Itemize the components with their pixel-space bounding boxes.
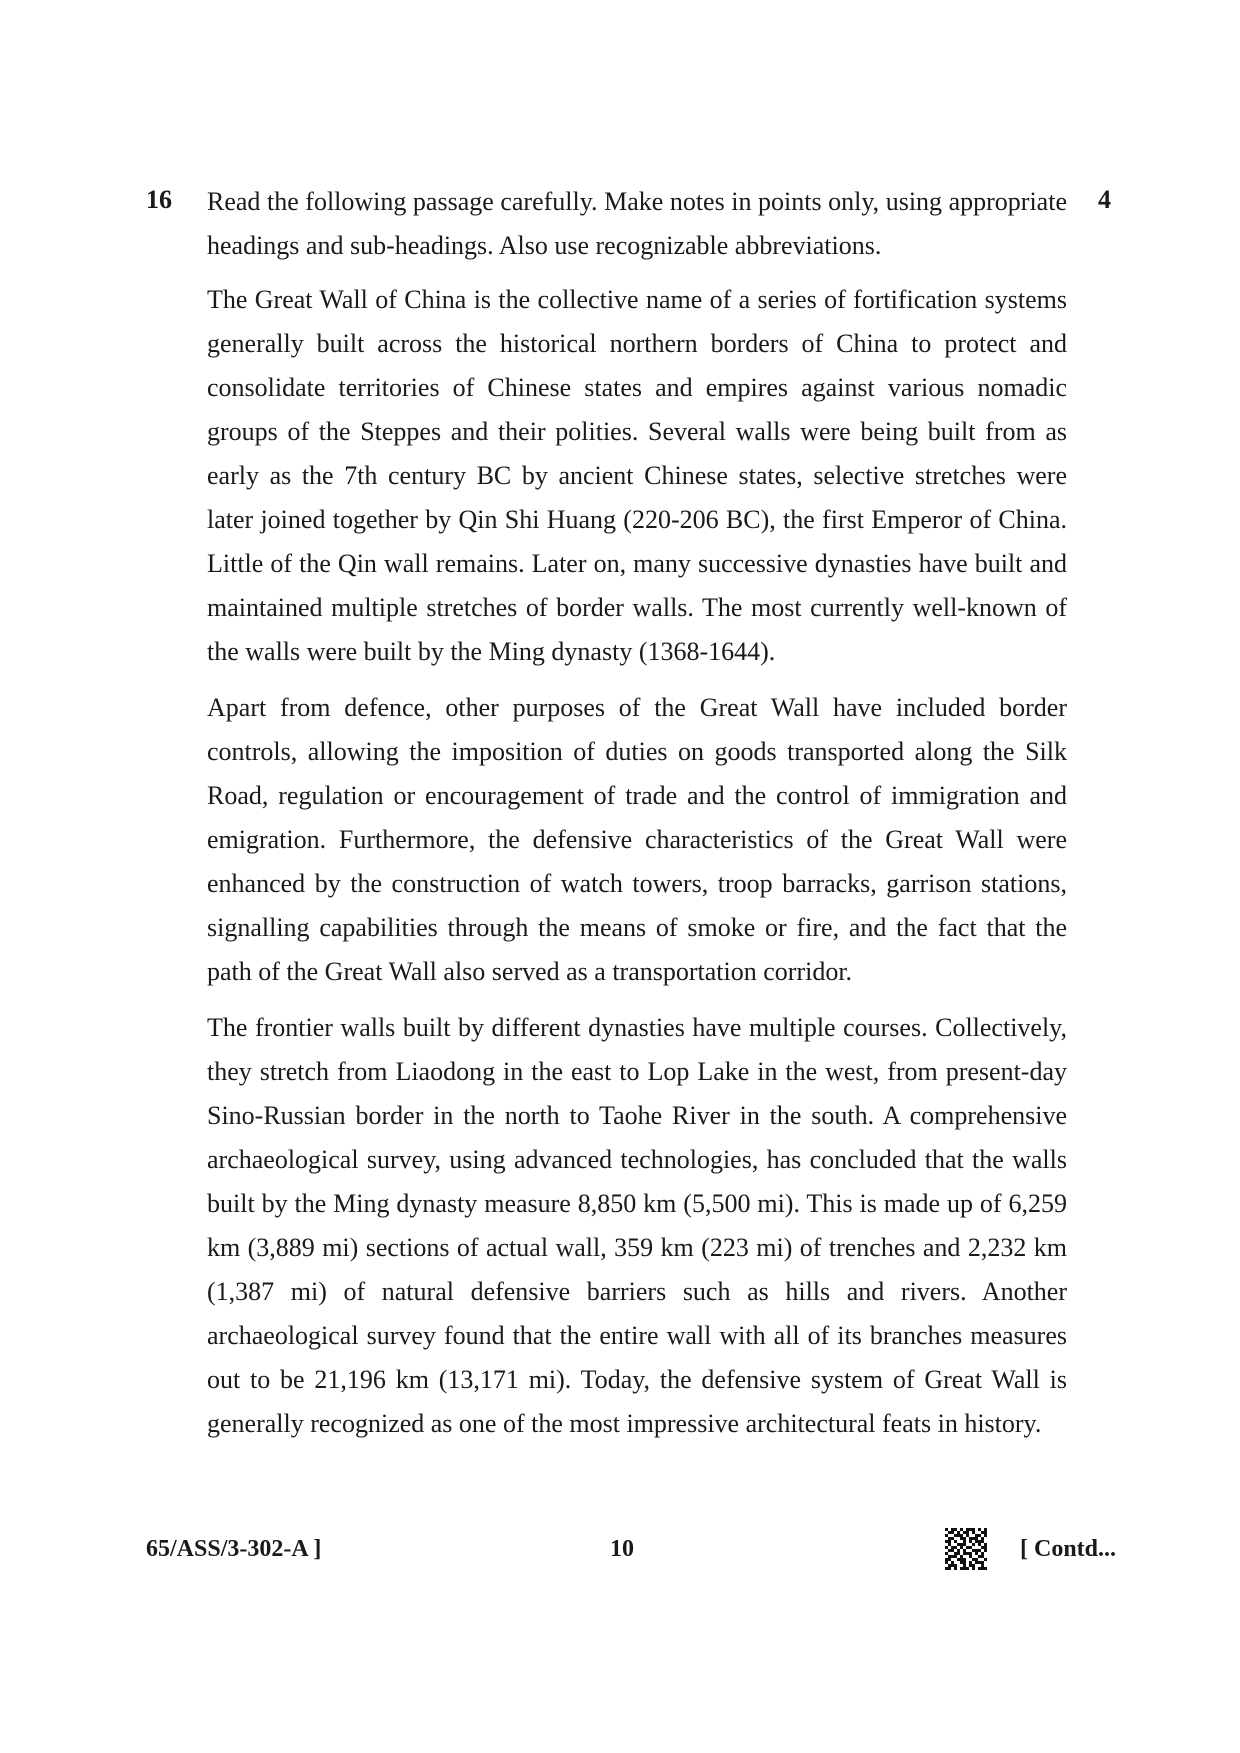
page-number: 10 [610, 1536, 634, 1562]
passage-paragraph: The Great Wall of China is the collective name of a series of fortification systems generally built across the historical northern borders of China to protect and consolidate territories of Chinese states and empires against various nomadic groups of the Steppes and their polities. Several walls were being built from as early as the 7th century BC by ancient Chinese states, selective stretches were later joined together by Qin Shi Huang (220-206 BC), the first Emperor of China. Little of the Qin wall remains. Later on, many successive dynasties have built and maintained multiple stretches of border walls. The most currently well-known of the walls were built by the Ming dynasty (1368-1644). [207, 285, 1067, 666]
paper-code: 65/ASS/3-302-A ] [146, 1536, 322, 1562]
question-instruction: Read the following passage carefully. Make notes in points only, using appropriate headings and sub-headings. Also use recognizable abbreviations. [207, 187, 1067, 260]
question-marks: 4 [1098, 185, 1111, 214]
continued-label: [ Contd... [1020, 1536, 1117, 1562]
passage-paragraph: The frontier walls built by different dynasties have multiple courses. Collectively, they stretch from Liaodong in the east to Lop Lake in the west, from present-day Sino-Russian border in the north to Taohe River in the south. A comprehensive archaeological survey, using advanced technologies, has concluded that the walls built by the Ming dynasty measure 8,850 km (5,500 mi). This is made up of 6,259 km (3,889 mi) sections of actual wall, 359 km (223 mi) of trenches and 2,232 km (1,387 mi) of natural defensive barriers such as hills and rivers. Another archaeological survey found that the entire wall with all of its branches measures out to be 21,196 km (13,171 mi). Today, the defensive system of Great Wall is generally recognized as one of the most impressive architectural feats in history. [207, 1013, 1067, 1438]
qr-code-icon [945, 1528, 987, 1570]
passage [207, 278, 1067, 1458]
question-number: 16 [146, 185, 172, 214]
passage-paragraph: Apart from defence, other purposes of the Great Wall have included border controls, allowing the imposition of duties on goods transported along the Silk Road, regulation or encouragement of trade and the control of immigration and emigration. Furthermore, the defensive characteristics of the Great Wall were enhanced by the construction of watch towers, troop barracks, garrison stations, signalling capabilities through the means of smoke or fire, and the fact that the path of the Great Wall also served as a transportation corridor. [207, 693, 1067, 986]
